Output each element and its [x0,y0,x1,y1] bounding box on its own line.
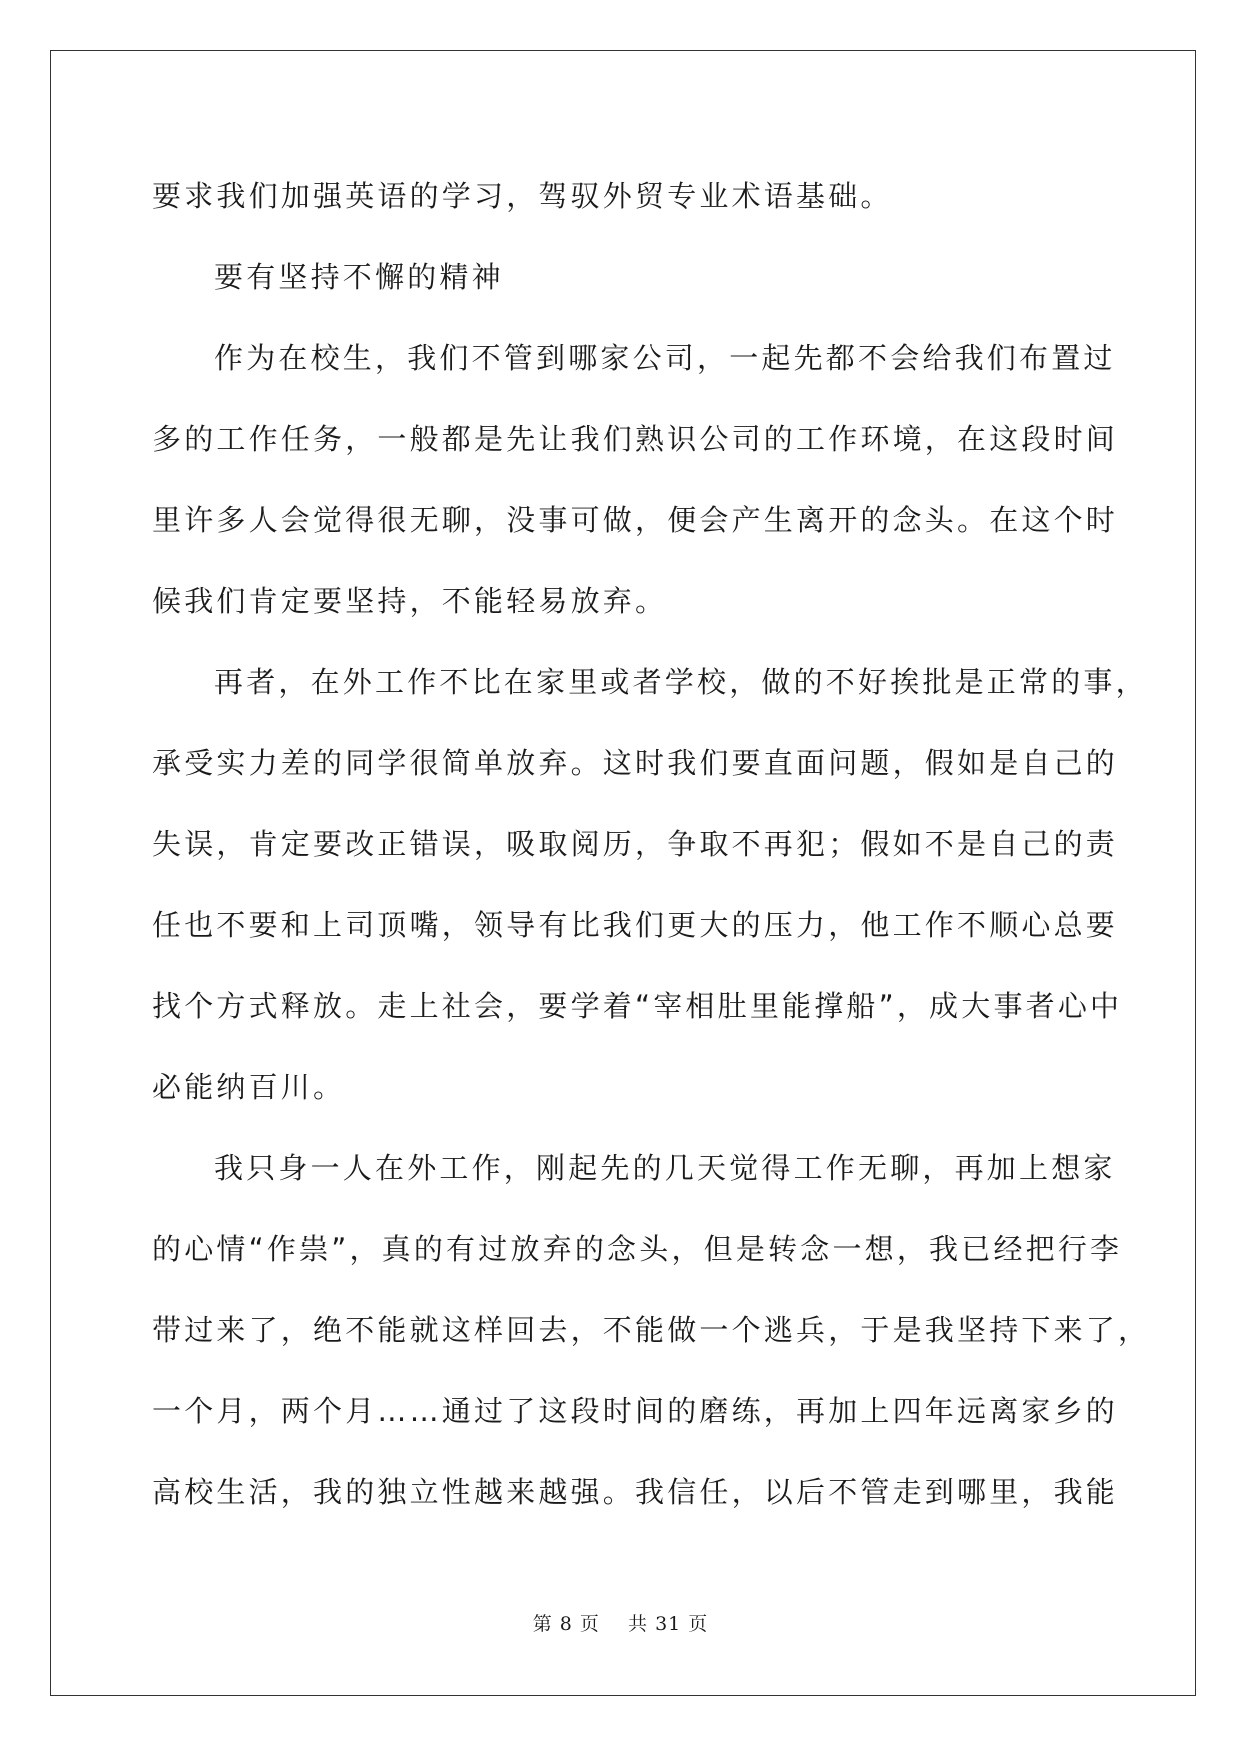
page-total: 共 31 页 [628,1613,709,1635]
section-heading: 要有坚持不懈的精神 [214,260,504,294]
text-line: 作为在校生，我们不管到哪家公司，一起先都不会给我们布置过 [214,341,1116,375]
page-footer [0,1609,1241,1636]
document-body [152,156,1151,1533]
text-line: 再者，在外工作不比在家里或者学校，做的不好挨批是正常的事， [214,665,1148,699]
text-line: 找个方式释放。走上社会，要学着“宰相肚里能撑船”，成大事者心中 [152,989,1123,1023]
text-line: 失误，肯定要改正错误，吸取阅历，争取不再犯；假如不是自己的责 [152,827,1119,861]
text-line: 高校生活，我的独立性越来越强。我信任，以后不管走到哪里，我能 [152,1475,1119,1509]
text-line: 承受实力差的同学很简单放弃。这时我们要直面问题，假如是自己的 [152,746,1119,780]
page-number: 第 8 页 [532,1613,600,1635]
text-line: 一个月，两个月……通过了这段时间的磨练，再加上四年远离家乡的 [152,1394,1119,1428]
text-line: 要求我们加强英语的学习，驾驭外贸专业术语基础。 [152,179,893,213]
text-line: 多的工作任务，一般都是先让我们熟识公司的工作环境，在这段时间 [152,422,1119,456]
text-line: 带过来了，绝不能就这样回去，不能做一个逃兵，于是我坚持下来了， [152,1313,1151,1347]
text-line: 的心情“作祟”，真的有过放弃的念头，但是转念一想，我已经把行李 [152,1232,1123,1266]
text-line: 我只身一人在外工作，刚起先的几天觉得工作无聊，再加上想家 [214,1151,1116,1185]
text-line: 必能纳百川。 [152,1070,346,1104]
text-line: 候我们肯定要坚持，不能轻易放弃。 [152,584,668,618]
text-line: 里许多人会觉得很无聊，没事可做，便会产生离开的念头。在这个时 [152,503,1119,537]
text-line: 任也不要和上司顶嘴，领导有比我们更大的压力，他工作不顺心总要 [152,908,1119,942]
